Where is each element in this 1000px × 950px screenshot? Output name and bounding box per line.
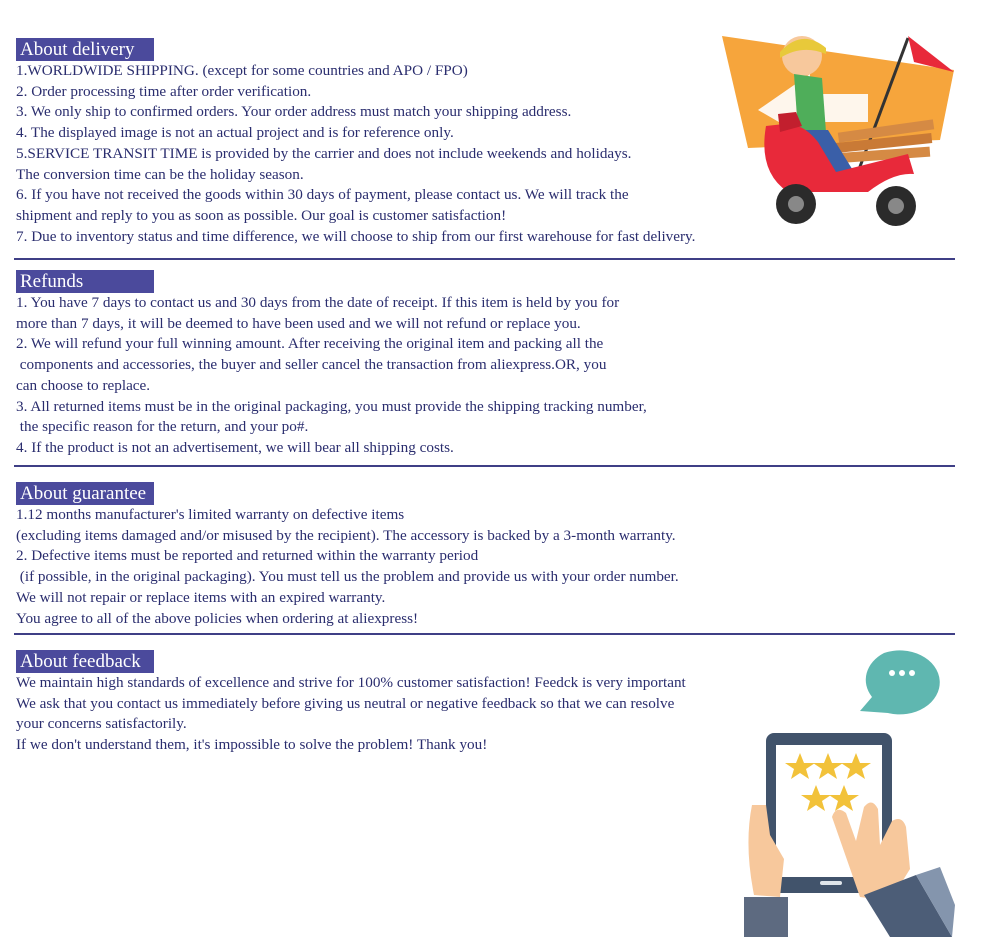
text-line: 4. If the product is not an advertisement, we will bear all shipping costs.: [16, 438, 454, 456]
delivery-scooter-icon: [718, 22, 968, 232]
text-line: You agree to all of the above policies when ordering at aliexpress!: [16, 609, 419, 627]
section-feedback: [16, 650, 686, 756]
section-heading-refunds: Refunds: [16, 270, 154, 293]
section-delivery: [16, 38, 695, 247]
section-heading-delivery: About delivery: [16, 38, 154, 61]
refunds-lines: [16, 293, 647, 459]
text-line: The conversion time can be the holiday season.: [16, 165, 304, 183]
section-guarantee: [16, 482, 679, 629]
guarantee-lines: [16, 505, 679, 629]
text-line: components and accessories, the buyer and seller cancel the transaction from aliexpress.OR, you: [16, 356, 607, 374]
text-line: 6. If you have not received the goods within 30 days of payment, please contact us. We will track the: [16, 186, 629, 204]
text-line: 1.WORLDWIDE SHIPPING. (except for some countries and APO / FPO): [16, 62, 468, 79]
text-line: 5.SERVICE TRANSIT TIME is provided by the carrier and does not include weekends and holidays.: [16, 144, 632, 162]
section-refunds: [16, 270, 647, 459]
divider: [14, 258, 955, 260]
feedback-lines: [16, 673, 686, 756]
text-line: your concerns satisfactorily.: [16, 715, 187, 733]
text-line: 2. Defective items must be reported and returned within the warranty period: [16, 547, 479, 565]
text-line: 7. Due to inventory status and time difference, we will choose to ship from our first warehouse for fast delivery.: [16, 227, 696, 245]
text-line: 2. Order processing time after order verification.: [16, 82, 312, 100]
divider: [14, 465, 955, 467]
text-line: 1. You have 7 days to contact us and 30 days from the date of receipt. If this item is held by you for: [16, 294, 620, 311]
text-line: more than 7 days, it will be deemed to have been used and we will not refund or replace you.: [16, 314, 581, 332]
text-line: 3. We only ship to confirmed orders. Your order address must match your shipping address.: [16, 103, 572, 121]
text-line: We will not repair or replace items with an expired warranty.: [16, 588, 386, 606]
text-line: the specific reason for the return, and your po#.: [16, 418, 309, 436]
text-line: 4. The displayed image is not an actual project and is for reference only.: [16, 124, 454, 142]
text-line: (if possible, in the original packaging). You must tell us the problem and provide us with your order number.: [16, 568, 679, 586]
text-line: (excluding items damaged and/or misused by the recipient). The accessory is backed by a 3-month warranty.: [16, 526, 676, 544]
text-line: 3. All returned items must be in the original packaging, you must provide the shipping tracking number,: [16, 397, 647, 415]
delivery-lines: [16, 61, 695, 247]
section-heading-guarantee: About guarantee: [16, 482, 154, 505]
tablet-rating-icon: [740, 645, 955, 940]
section-heading-feedback: About feedback: [16, 650, 154, 673]
divider: [14, 633, 955, 635]
text-line: We maintain high standards of excellence and strive for 100% customer satisfaction! Feedck is very important: [16, 674, 686, 691]
text-line: 1.12 months manufacturer's limited warranty on defective items: [16, 506, 405, 523]
text-line: If we don't understand them, it's impossible to solve the problem! Thank you!: [16, 736, 488, 754]
text-line: shipment and reply to you as soon as possible. Our goal is customer satisfaction!: [16, 206, 507, 224]
text-line: can choose to replace.: [16, 376, 151, 394]
text-line: We ask that you contact us immediately before giving us neutral or negative feedback so that we can resolve: [16, 694, 675, 712]
text-line: 2. We will refund your full winning amount. After receiving the original item and packing all the: [16, 335, 604, 353]
